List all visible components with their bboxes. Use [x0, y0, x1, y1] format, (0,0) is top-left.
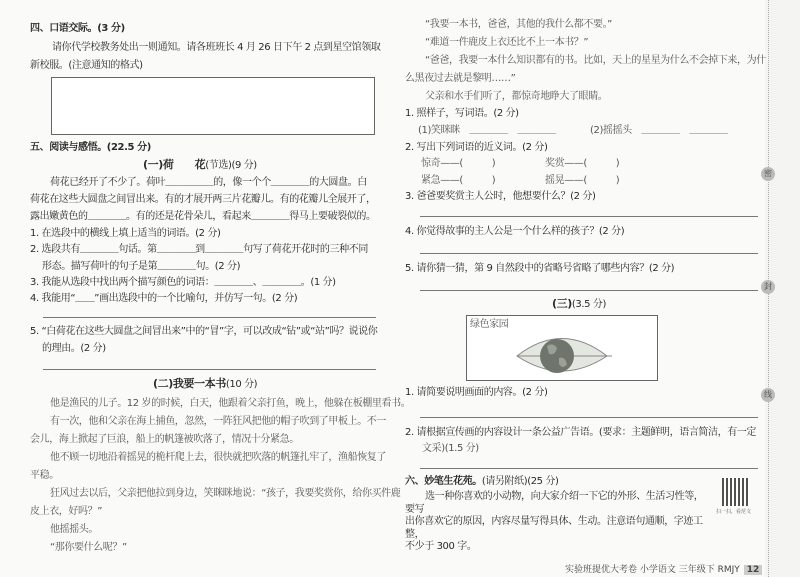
synonym-item: 紧急——( ) [421, 175, 496, 186]
passage-2-line: 皮上衣，好吗？” [30, 506, 102, 517]
passage-1-line: 荷花在这些大圆盘之间冒出来。有的才展开两三片花瓣儿。有的花瓣儿全展开了， [30, 194, 376, 205]
answer-line[interactable] [43, 369, 376, 370]
passage-2-title-text: (二)我要一本书 [153, 377, 226, 390]
p3-question-1: 1. 请简要说明画面的内容。(2 分) [405, 387, 548, 398]
passage-1-title [143, 158, 257, 173]
passage-2-line: 狂风过去以后，父亲把他拉到身边，笑眯眯地说：“孩子，我要奖赏你，给你买件鹿 [50, 488, 401, 499]
poster-caption: 绿色家园 [470, 319, 509, 330]
section-6-heading [405, 475, 559, 489]
answer-line[interactable] [43, 317, 376, 318]
leaf-earth-icon [467, 316, 657, 380]
passage-3-title [552, 297, 606, 312]
question-3: 3. 我能从选段中找出两个描写颜色的词语：＿＿＿＿、＿＿＿＿。(1 分) [30, 277, 336, 288]
passage-1-line: 荷花已经开了不少了。荷叶＿＿＿＿＿的，像一个个＿＿＿＿的大圆盘。白 [50, 177, 367, 188]
p2-question-2: 2. 写出下列词语的近义词。(2 分) [405, 142, 548, 153]
passage-3-title-text: (三) [552, 297, 572, 310]
page-number: 12 [744, 565, 763, 575]
p3-question-2: 2. 请根据宣传画的内容设计一条公益广告语。(要求：主题鲜明，语言简洁，有一定 [405, 427, 757, 438]
question-2-cont: 形态。描写荷叶的句子是第＿＿＿＿句。(2 分) [42, 261, 241, 272]
passage-2-title [153, 377, 257, 392]
section-6-note: (请另附纸)(25 分) [481, 476, 559, 487]
answer-line[interactable] [420, 468, 758, 469]
passage-3-title-note: (3.5 分) [571, 299, 606, 310]
qr-caption: 扫一扫，看范文 [716, 509, 752, 515]
passage-1-title-text: (一)荷 花 [143, 158, 206, 171]
passage-2-line: 他是渔民的儿子。12 岁的时候，白天，他跟着父亲打鱼，晚上，他躲在板棚里看书。 [50, 398, 411, 409]
passage-2-line: “难道一件鹿皮上衣还比不上一本书？” [425, 37, 589, 48]
passage-2-line: 么黑夜过去就是黎明……” [405, 73, 516, 84]
question-5: 5. “白荷花在这些大圆盘之间冒出来”中的“冒”字，可以改成“钻”或“站”吗？说说你 [30, 326, 378, 337]
passage-2-line: 会儿，海上掀起了巨浪，船上的帆篷被吹落了，情况十分紧急。 [30, 434, 299, 445]
passage-2-line: “爸爸，我要一本什么知识都有的书。比如，天上的星星为什么不会掉下来，为什 [425, 55, 766, 66]
passage-2-line: 他摇摇头。 [50, 524, 98, 535]
answer-line[interactable] [420, 216, 758, 217]
p2-question-5: 5. 请你猜一猜，第 9 自然段中的省略号省略了哪些内容？(2 分) [405, 263, 675, 274]
passage-1-line: 露出嫩黄色的＿＿＿＿。有的还是花骨朵儿，看起来＿＿＿＿得马上要破裂似的。 [30, 211, 376, 222]
p2-question-4: 4. 你觉得故事的主人公是一个什么样的孩子？(2 分) [405, 226, 625, 237]
question-5-cont: 的理由。(2 分) [42, 343, 106, 354]
synonym-item: 惊奇——( ) [421, 158, 496, 169]
passage-2-line: “那你要什么呢？” [50, 542, 127, 553]
question-4: 4. 我能用“＿＿”画出选段中的一个比喻句，并仿写一句。(2 分) [30, 293, 298, 304]
p2-question-1: 1. 照样子，写词语。(2 分) [405, 108, 519, 119]
answer-line[interactable] [420, 417, 758, 418]
section-4-text: 新校服。(注意通知的格式) [30, 60, 143, 71]
margin-seal: 封 [761, 280, 775, 294]
passage-2-line: “我要一本书，爸爸，其他的我什么都不要。” [425, 19, 612, 30]
question-1: 1. 在选段中的横线上填上适当的词语。(2 分) [30, 228, 221, 239]
footer-text: 实验班提优大考卷 小学语文 三年级下 RMJY [565, 565, 740, 575]
section-6-text: 不少于 300 字。 [405, 541, 477, 552]
passage-2-line: 平稳。 [30, 470, 59, 481]
answer-line[interactable] [420, 290, 758, 291]
synonym-item: 摇晃——( ) [545, 175, 620, 186]
margin-seal: 线 [761, 388, 775, 402]
passage-2-line: 父亲和水手们听了，都惊奇地睁大了眼睛。 [425, 91, 608, 102]
answer-line[interactable] [420, 253, 758, 254]
passage-2-line: 有一次，他和父亲在海上捕鱼，忽然，一阵狂风把他的帽子吹到了甲板上。不一 [50, 416, 386, 427]
notice-answer-box[interactable] [51, 77, 375, 135]
footer [565, 562, 762, 575]
passage-1-title-note: (节选)(9 分) [205, 160, 257, 171]
passage-2-title-note: (10 分) [225, 379, 258, 390]
p2-question-1b: (2)摇摇头 ＿＿＿＿ ＿＿＿＿ [590, 125, 728, 136]
synonym-item: 奖赏——( ) [545, 158, 620, 169]
section-4-heading: 四、口语交际。(3 分) [30, 23, 125, 34]
question-2: 2. 选段共有＿＿＿＿句话。第＿＿＿＿到＿＿＿＿句写了荷花开花时的三种不同 [30, 244, 368, 255]
p2-question-1a: (1)笑眯眯 ＿＿＿＿ ＿＿＿＿ [418, 125, 556, 136]
section-5-heading: 五、阅读与感悟。(22.5 分) [30, 142, 151, 153]
passage-2-line: 他不顾一切地沿着摇晃的桅杆爬上去，很快就把吹落的帆篷扎牢了，渔船恢复了 [50, 452, 386, 463]
qr-code[interactable] [722, 478, 750, 506]
p2-question-3: 3. 爸爸要奖赏主人公时，他想要什么？(2 分) [405, 191, 596, 202]
section-6-text: 选一种你喜欢的小动物，向大家介绍一下它的外形、生活习性等，要写 [405, 491, 704, 515]
poster-picture [466, 315, 658, 381]
section-6-title: 六、妙笔生花苑。 [405, 476, 482, 487]
section-6-text: 出你喜欢它的原因，内容尽量写得具体、生动。注意语句通顺，字迹工整， [405, 516, 703, 540]
margin-seal: 密 [761, 167, 775, 181]
p3-question-2-cont: 文采)(1.5 分) [422, 443, 479, 454]
section-6-body [405, 491, 710, 554]
section-4-text: 请你代学校教务处出一则通知。请各班班长 4 月 26 日下午 2 点到星空馆领取 [52, 42, 381, 53]
